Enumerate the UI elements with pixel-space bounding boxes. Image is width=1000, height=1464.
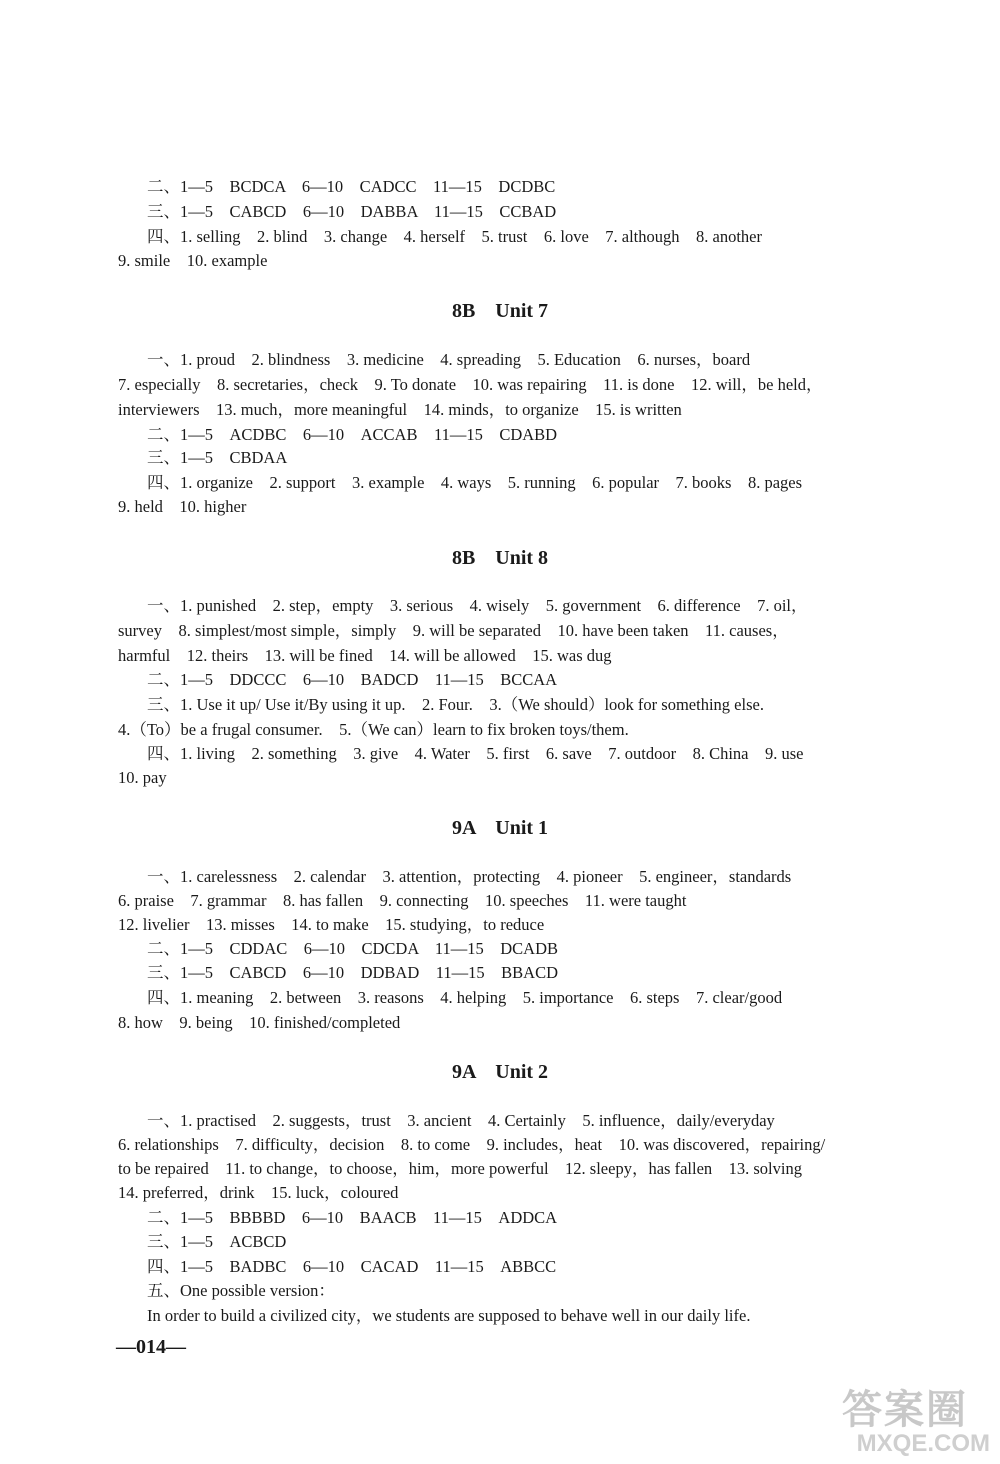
answer-line: 三、1—5 CABCD 6—10 DDBAD 11—15 BBACD [147, 963, 559, 982]
section-heading-8b-unit-8: 8B Unit 8 [451, 547, 549, 569]
answer-line: 三、1—5 CBDAA [147, 448, 288, 467]
answer-line: 6. relationships 7. difficulty，decision 8. to come 9. includes，heat 10. was discovered，repairing/ [118, 1135, 826, 1154]
answer-line: 14. preferred，drink 15. luck，coloured [118, 1183, 399, 1202]
answer-line: 一、1. punished 2. step，empty 3. serious 4. wisely 5. government 6. difference 7. oil， [147, 596, 808, 615]
answer-line: 9. held 10. higher [118, 497, 247, 516]
answer-line: 二、1—5 DDCCC 6—10 BADCD 11—15 BCCAA [147, 670, 558, 689]
answer-line: 二、1—5 BBBBD 6—10 BAACB 11—15 ADDCA [147, 1208, 558, 1227]
answer-line: 五、One possible version： [147, 1281, 335, 1300]
answer-line: harmful 12. theirs 13. will be fined 14. will be allowed 15. was dug [118, 646, 612, 665]
answer-line: 一、1. proud 2. blindness 3. medicine 4. spreading 5. Education 6. nurses，board [147, 350, 751, 369]
answer-line: 四、1—5 BADBC 6—10 CACAD 11—15 ABBCC [147, 1257, 557, 1276]
answer-line: 7. especially 8. secretaries，check 9. To donate 10. was repairing 11. is done 12. will，be held， [118, 375, 823, 394]
answer-line: 12. livelier 13. misses 14. to make 15. studying，to reduce [118, 915, 545, 934]
answer-line: 10. pay [118, 768, 167, 787]
answer-line: survey 8. simplest/most simple，simply 9. will be separated 10. have been taken 11. causes， [118, 621, 789, 640]
watermark-logo [800, 1378, 990, 1458]
answer-line: 三、1. Use it up/ Use it/By using it up. 2. Four. 3.（We should）look for something else. [147, 695, 764, 714]
answer-line: 8. how 9. being 10. finished/completed [118, 1013, 401, 1032]
answer-line: to be repaired 11. to change，to choose，him，more powerful 12. sleepy，has fallen 13. solving [118, 1159, 802, 1178]
answer-line: 四、1. organize 2. support 3. example 4. ways 5. running 6. popular 7. books 8. pages [147, 473, 803, 492]
answer-line: 9. smile 10. example [118, 251, 268, 270]
answer-line: In order to build a civilized city，we students are supposed to behave well in our daily life. [147, 1306, 751, 1325]
answer-line: 四、1. meaning 2. between 3. reasons 4. helping 5. importance 6. steps 7. clear/good [147, 988, 783, 1007]
page-number: —014— [116, 1336, 186, 1358]
watermark-title: 答案圈 [842, 1387, 968, 1433]
answer-line: 一、1. practised 2. suggests，trust 3. ancient 4. Certainly 5. influence，daily/everyday [147, 1111, 775, 1130]
answer-line: 二、1—5 ACDBC 6—10 ACCAB 11—15 CDABD [147, 425, 558, 444]
answer-line: 二、1—5 CDDAC 6—10 CDCDA 11—15 DCADB [147, 939, 559, 958]
answer-line: 4.（To）be a frugal consumer. 5.（We can）learn to fix broken toys/them. [118, 720, 629, 739]
section-heading-9a-unit-2: 9A Unit 2 [451, 1061, 549, 1083]
answer-line: 三、1—5 ACBCD [147, 1232, 287, 1251]
answer-line: 四、1. living 2. something 3. give 4. Water 5. first 6. save 7. outdoor 8. China 9. use [147, 744, 804, 763]
answer-line: 三、1—5 CABCD 6—10 DABBA 11—15 CCBAD [147, 202, 557, 221]
answer-line: 6. praise 7. grammar 8. has fallen 9. connecting 10. speeches 11. were taught [118, 891, 687, 910]
section-heading-8b-unit-7: 8B Unit 7 [451, 300, 549, 322]
answer-line: 一、1. carelessness 2. calendar 3. attention，protecting 4. pioneer 5. engineer，standards [147, 867, 792, 886]
watermark-url: MXQE.COM [856, 1430, 990, 1457]
answer-line: 二、1—5 BCDCA 6—10 CADCC 11—15 DCDBC [147, 177, 556, 196]
answer-line: 四、1. selling 2. blind 3. change 4. herself 5. trust 6. love 7. although 8. another [147, 227, 762, 246]
section-heading-9a-unit-1: 9A Unit 1 [451, 817, 549, 839]
answer-line: interviewers 13. much，more meaningful 14. minds，to organize 15. is written [118, 400, 682, 419]
